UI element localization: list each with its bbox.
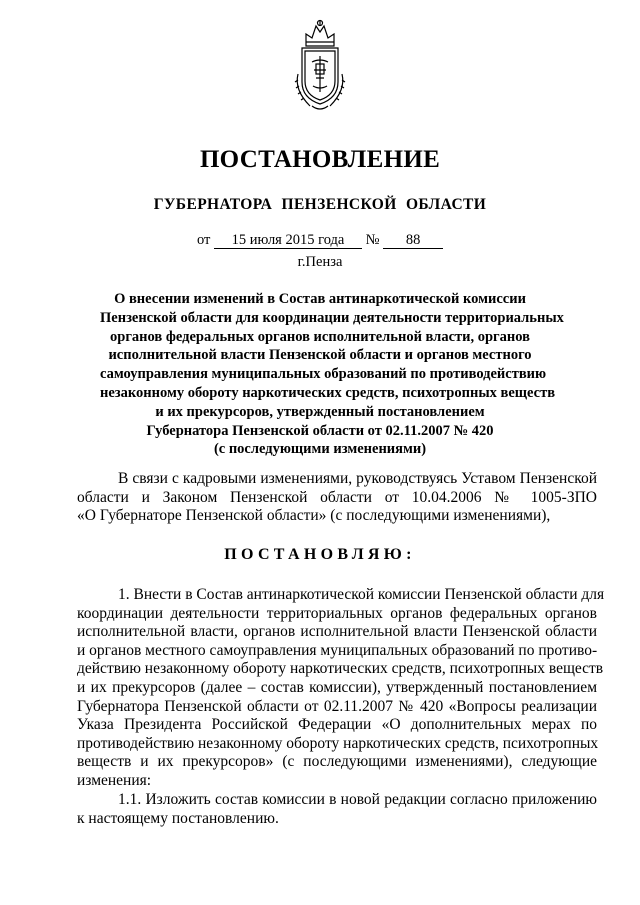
heading-line: и их прекурсоров, утвержденный постановлением	[155, 403, 485, 420]
heading-line: исполнительной власти Пензенской области и органов местного	[108, 347, 532, 364]
paragraph-line: Указа Президента Российской Федерации «О дополнительных мерах по	[77, 716, 597, 734]
paragraph-line: противодействию незаконному обороту наркотических средств, психотропных	[77, 734, 599, 752]
paragraph-line: и их прекурсоров (далее – состав комиссии), утвержденный постановлением	[77, 678, 597, 696]
document-heading	[100, 290, 564, 459]
paragraph-line: В связи с кадровыми изменениями, руководствуясь Уставом Пензенской	[118, 470, 597, 487]
heading-line: Пензенской области для координации деятельности территориальных	[100, 309, 564, 326]
paragraph-line: действию незаконному обороту наркотических средств, психотропных веществ	[77, 660, 604, 678]
paragraph-line: изменения:	[77, 771, 152, 789]
paragraph-line: исполнительной власти, органов исполнительной власти Пензенской области	[77, 623, 597, 641]
paragraph-line: области и Законом Пензенской области от 10.04.2006 № 1005-ЗПО	[77, 488, 597, 506]
date-line	[0, 232, 640, 249]
preamble-paragraph	[77, 470, 597, 526]
heading-line: Губернатора Пензенской области от 02.11.2007 № 420	[146, 422, 494, 439]
paragraph-line: веществ и их прекурсоров» (с последующими изменениями), следующие	[77, 753, 597, 771]
heading-line: незаконному обороту наркотических средств, психотропных веществ	[100, 384, 556, 401]
item-1-1-paragraph	[77, 791, 597, 828]
coat-of-arms-icon	[292, 18, 348, 114]
paragraph-line: 1. Внести в Состав антинаркотической комиссии Пензенской области для	[118, 586, 605, 603]
document-city: г.Пенза	[297, 254, 343, 270]
paragraph-line: к настоящему постановлению.	[77, 809, 279, 827]
heading-line: (с последующими изменениями)	[213, 441, 427, 458]
heading-line: самоуправления муниципальных образований по противодействию	[100, 366, 547, 383]
number-sign: №	[365, 232, 380, 248]
item-1-paragraph	[77, 586, 605, 791]
document-number: 88	[383, 233, 443, 249]
paragraph-line: «О Губернаторе Пензенской области» (с последующими изменениями),	[77, 507, 551, 525]
document-title: ПОСТАНОВЛЕНИЕ	[199, 146, 441, 173]
document-date: 15 июля 2015 года	[214, 233, 362, 249]
document-authority: ГУБЕРНАТОРА ПЕНЗЕНСКОЙ ОБЛАСТИ	[153, 196, 487, 213]
heading-line: О внесении изменений в Состав антинаркотической комиссии	[114, 291, 526, 307]
paragraph-line: координации деятельности территориальных органов федеральных органов	[77, 604, 597, 622]
paragraph-line: Губернатора Пензенской области от 02.11.2007 № 420 «Вопросы реализации	[77, 697, 597, 715]
paragraph-line: и органов местного самоуправления муниципальных образований по противо-	[77, 641, 598, 659]
decree-word: ПОСТАНОВЛЯЮ:	[224, 546, 416, 563]
date-prefix: от	[196, 232, 211, 248]
heading-line: органов федеральных органов исполнительной власти, органов	[110, 328, 530, 345]
paragraph-line: 1.1. Изложить состав комиссии в новой редакции согласно приложению	[118, 791, 597, 808]
